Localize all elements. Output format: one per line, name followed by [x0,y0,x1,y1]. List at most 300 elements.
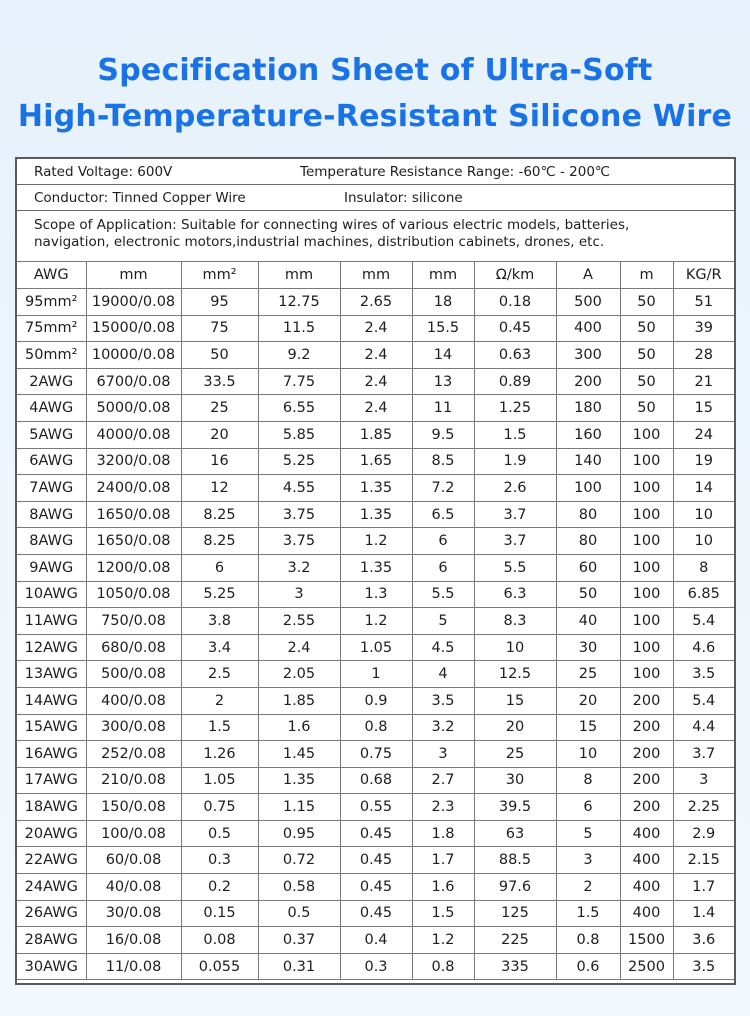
table-cell: 21 [673,368,734,395]
title-line-2: High-Temperature-Resistant Silicone Wire [17,99,733,134]
table-row [17,900,734,927]
awg-cell: 26AWG [17,900,86,927]
awg-cell: 5AWG [17,421,86,448]
table-row [17,927,734,954]
awg-cell: 9AWG [17,554,86,581]
awg-cell: 24AWG [17,874,86,901]
awg-cell: 14AWG [17,687,86,714]
table-cell: 750/0.08 [86,608,181,635]
table-cell: 19 [673,448,734,475]
table-row [17,501,734,528]
table-cell: 14 [412,342,474,369]
table-cell: 30 [556,634,620,661]
column-header: m [620,262,673,289]
table-cell: 3.2 [258,554,340,581]
table-cell: 6 [412,528,474,555]
table-cell: 25 [474,741,556,768]
table-cell: 4.5 [412,634,474,661]
table-cell: 0.68 [340,767,412,794]
table-cell: 6 [412,554,474,581]
table-cell: 15 [673,395,734,422]
table-cell: 252/0.08 [86,741,181,768]
table-cell: 680/0.08 [86,634,181,661]
table-cell: 25 [181,395,258,422]
table-cell: 0.2 [181,874,258,901]
table-cell: 400 [620,847,673,874]
table-cell: 4 [412,661,474,688]
table-row [17,794,734,821]
awg-cell: 95mm² [17,289,86,316]
table-cell: 140 [556,448,620,475]
table-cell: 6 [181,554,258,581]
table-cell: 200 [620,767,673,794]
table-cell: 225 [474,927,556,954]
table-cell: 3.75 [258,528,340,555]
table-cell: 6.85 [673,581,734,608]
table-cell: 5.4 [673,687,734,714]
table-cell: 10 [556,741,620,768]
table-cell: 30/0.08 [86,900,181,927]
table-cell: 1.35 [258,767,340,794]
table-cell: 100 [620,475,673,502]
table-cell: 1.3 [340,581,412,608]
table-cell: 0.45 [340,820,412,847]
table-cell: 50 [620,315,673,342]
table-cell: 3.6 [673,927,734,954]
table-cell: 0.72 [258,847,340,874]
table-row [17,953,734,980]
table-cell: 50 [620,342,673,369]
table-cell: 50 [556,581,620,608]
table-cell: 400 [556,315,620,342]
table-cell: 2.55 [258,608,340,635]
table-cell: 0.08 [181,927,258,954]
table-cell: 2 [181,687,258,714]
table-cell: 5.25 [258,448,340,475]
table-row [17,342,734,369]
info-row-voltage-temperature [17,159,734,185]
table-cell: 2.6 [474,475,556,502]
table-header-row [17,262,734,289]
table-cell: 4.55 [258,475,340,502]
table-cell: 100 [620,634,673,661]
table-cell: 75 [181,315,258,342]
table-cell: 1650/0.08 [86,501,181,528]
table-cell: 10000/0.08 [86,342,181,369]
table-cell: 3.7 [474,528,556,555]
table-cell: 400/0.08 [86,687,181,714]
table-cell: 2.25 [673,794,734,821]
column-header: AWG [17,262,86,289]
table-cell: 8.25 [181,528,258,555]
awg-cell: 17AWG [17,767,86,794]
table-cell: 2 [556,874,620,901]
awg-cell: 50mm² [17,342,86,369]
table-cell: 9.5 [412,421,474,448]
table-cell: 50 [620,289,673,316]
awg-cell: 13AWG [17,661,86,688]
column-header: KG/R [673,262,734,289]
table-cell: 20 [181,421,258,448]
table-cell: 39 [673,315,734,342]
column-header: mm [412,262,474,289]
table-cell: 125 [474,900,556,927]
table-cell: 8.5 [412,448,474,475]
awg-cell: 11AWG [17,608,86,635]
awg-cell: 28AWG [17,927,86,954]
table-cell: 0.8 [412,953,474,980]
column-header: mm [86,262,181,289]
table-cell: 2500 [620,953,673,980]
awg-cell: 4AWG [17,395,86,422]
table-cell: 0.3 [181,847,258,874]
table-cell: 2.4 [340,368,412,395]
table-cell: 400 [620,820,673,847]
table-cell: 0.8 [556,927,620,954]
table-row [17,847,734,874]
table-cell: 33.5 [181,368,258,395]
spec-table [17,261,734,980]
table-cell: 0.75 [340,741,412,768]
table-cell: 1.5 [412,900,474,927]
table-cell: 80 [556,528,620,555]
table-cell: 100 [620,421,673,448]
table-cell: 9.2 [258,342,340,369]
table-cell: 25 [556,661,620,688]
table-cell: 11.5 [258,315,340,342]
table-cell: 63 [474,820,556,847]
column-header: Ω/km [474,262,556,289]
table-row [17,687,734,714]
table-cell: 100 [620,501,673,528]
table-cell: 50 [181,342,258,369]
table-row [17,581,734,608]
table-cell: 0.31 [258,953,340,980]
table-cell: 3.5 [673,953,734,980]
table-cell: 97.6 [474,874,556,901]
table-cell: 6700/0.08 [86,368,181,395]
page-title [0,48,750,140]
table-cell: 1.05 [340,634,412,661]
table-row [17,714,734,741]
awg-cell: 18AWG [17,794,86,821]
awg-cell: 2AWG [17,368,86,395]
table-cell: 0.15 [181,900,258,927]
scope-line-2: navigation, electronic motors,industrial machines, distribution cabinets, drones, etc. [34,234,605,250]
table-cell: 0.95 [258,820,340,847]
table-cell: 300/0.08 [86,714,181,741]
table-cell: 2.5 [181,661,258,688]
table-cell: 6.55 [258,395,340,422]
table-cell: 4000/0.08 [86,421,181,448]
table-cell: 4.4 [673,714,734,741]
table-cell: 100 [620,554,673,581]
table-cell: 5 [412,608,474,635]
table-row [17,395,734,422]
table-cell: 3 [556,847,620,874]
table-row [17,874,734,901]
table-cell: 2400/0.08 [86,475,181,502]
table-cell: 4.6 [673,634,734,661]
table-cell: 0.055 [181,953,258,980]
awg-cell: 75mm² [17,315,86,342]
table-cell: 100 [620,661,673,688]
table-cell: 0.3 [340,953,412,980]
scope-line-1: Scope of Application: Suitable for connecting wires of various electric models, batteries, [34,217,630,233]
table-cell: 20 [556,687,620,714]
awg-cell: 22AWG [17,847,86,874]
table-cell: 1.7 [412,847,474,874]
table-cell: 40/0.08 [86,874,181,901]
table-cell: 0.45 [474,315,556,342]
table-cell: 3.5 [412,687,474,714]
table-row [17,448,734,475]
table-cell: 2.05 [258,661,340,688]
table-cell: 6.5 [412,501,474,528]
table-cell: 1.4 [673,900,734,927]
table-cell: 0.8 [340,714,412,741]
table-cell: 19000/0.08 [86,289,181,316]
table-cell: 200 [620,687,673,714]
table-cell: 0.5 [258,900,340,927]
table-cell: 0.45 [340,847,412,874]
table-cell: 11/0.08 [86,953,181,980]
table-cell: 1.6 [258,714,340,741]
table-cell: 1.5 [474,421,556,448]
table-cell: 0.89 [474,368,556,395]
table-cell: 3.4 [181,634,258,661]
table-cell: 5.5 [474,554,556,581]
insulator: Insulator: silicone [344,190,463,206]
table-cell: 1.35 [340,554,412,581]
table-cell: 7.2 [412,475,474,502]
table-cell: 30 [474,767,556,794]
table-cell: 12 [181,475,258,502]
table-cell: 10 [474,634,556,661]
table-cell: 28 [673,342,734,369]
table-cell: 160 [556,421,620,448]
table-cell: 2.7 [412,767,474,794]
table-cell: 15.5 [412,315,474,342]
table-cell: 0.9 [340,687,412,714]
table-row [17,528,734,555]
table-cell: 0.63 [474,342,556,369]
scope-of-application [17,211,734,261]
table-cell: 18 [412,289,474,316]
table-cell: 3200/0.08 [86,448,181,475]
table-cell: 210/0.08 [86,767,181,794]
table-cell: 3.2 [412,714,474,741]
table-cell: 1.15 [258,794,340,821]
table-row [17,475,734,502]
table-cell: 100 [620,448,673,475]
conductor: Conductor: Tinned Copper Wire [34,190,246,206]
table-cell: 1050/0.08 [86,581,181,608]
awg-cell: 15AWG [17,714,86,741]
table-cell: 13 [412,368,474,395]
table-cell: 0.45 [340,900,412,927]
table-cell: 51 [673,289,734,316]
table-cell: 1.2 [412,927,474,954]
table-row [17,767,734,794]
table-row [17,421,734,448]
awg-cell: 12AWG [17,634,86,661]
table-cell: 1650/0.08 [86,528,181,555]
table-cell: 5000/0.08 [86,395,181,422]
table-cell: 1.26 [181,741,258,768]
table-cell: 10 [673,528,734,555]
table-cell: 300 [556,342,620,369]
table-cell: 5 [556,820,620,847]
table-cell: 8 [556,767,620,794]
awg-cell: 30AWG [17,953,86,980]
table-row [17,634,734,661]
table-cell: 50 [620,368,673,395]
table-cell: 8.25 [181,501,258,528]
table-cell: 2.15 [673,847,734,874]
table-cell: 39.5 [474,794,556,821]
table-cell: 24 [673,421,734,448]
table-cell: 12.5 [474,661,556,688]
table-cell: 1.5 [556,900,620,927]
column-header: mm [340,262,412,289]
table-row [17,820,734,847]
table-cell: 100 [620,528,673,555]
table-cell: 400 [620,900,673,927]
table-cell: 80 [556,501,620,528]
table-row [17,315,734,342]
table-cell: 3 [258,581,340,608]
table-cell: 10 [673,501,734,528]
table-row [17,608,734,635]
table-cell: 200 [620,741,673,768]
info-row-conductor-insulator [17,185,734,211]
table-cell: 1.85 [258,687,340,714]
table-cell: 100 [556,475,620,502]
table-cell: 5.5 [412,581,474,608]
table-cell: 400 [620,874,673,901]
table-cell: 1.9 [474,448,556,475]
table-cell: 8 [673,554,734,581]
awg-cell: 6AWG [17,448,86,475]
table-cell: 6.3 [474,581,556,608]
table-cell: 1.35 [340,475,412,502]
table-cell: 335 [474,953,556,980]
table-cell: 1.5 [181,714,258,741]
table-cell: 0.4 [340,927,412,954]
title-line-1: Specification Sheet of Ultra-Soft [97,53,653,88]
table-cell: 1.2 [340,528,412,555]
table-cell: 1.65 [340,448,412,475]
spec-sheet [15,157,736,985]
awg-cell: 7AWG [17,475,86,502]
table-cell: 500/0.08 [86,661,181,688]
table-cell: 2.4 [340,395,412,422]
table-row [17,661,734,688]
awg-cell: 10AWG [17,581,86,608]
table-cell: 100 [620,608,673,635]
table-cell: 2.4 [258,634,340,661]
table-cell: 5.25 [181,581,258,608]
table-cell: 1200/0.08 [86,554,181,581]
table-cell: 100/0.08 [86,820,181,847]
table-cell: 40 [556,608,620,635]
table-cell: 0.18 [474,289,556,316]
table-cell: 200 [556,368,620,395]
table-cell: 0.75 [181,794,258,821]
table-row [17,368,734,395]
table-cell: 1.45 [258,741,340,768]
column-header: mm [258,262,340,289]
table-row [17,554,734,581]
table-cell: 1.25 [474,395,556,422]
table-cell: 2.3 [412,794,474,821]
table-cell: 15000/0.08 [86,315,181,342]
table-cell: 60/0.08 [86,847,181,874]
table-cell: 95 [181,289,258,316]
column-header: mm² [181,262,258,289]
table-cell: 88.5 [474,847,556,874]
table-cell: 3 [673,767,734,794]
table-cell: 0.5 [181,820,258,847]
rated-voltage: Rated Voltage: 600V [34,164,173,180]
table-cell: 3.5 [673,661,734,688]
awg-cell: 20AWG [17,820,86,847]
table-cell: 8.3 [474,608,556,635]
table-cell: 5.85 [258,421,340,448]
table-cell: 12.75 [258,289,340,316]
table-cell: 7.75 [258,368,340,395]
table-cell: 1.7 [673,874,734,901]
table-cell: 3.7 [673,741,734,768]
table-cell: 15 [556,714,620,741]
table-cell: 1.2 [340,608,412,635]
table-cell: 0.6 [556,953,620,980]
table-cell: 1.85 [340,421,412,448]
table-cell: 6 [556,794,620,821]
table-cell: 1.8 [412,820,474,847]
temperature-range: Temperature Resistance Range: -60℃ - 200℃ [300,164,611,180]
table-cell: 0.37 [258,927,340,954]
table-cell: 3.8 [181,608,258,635]
table-cell: 5.4 [673,608,734,635]
table-row [17,741,734,768]
table-cell: 2.4 [340,342,412,369]
awg-cell: 8AWG [17,528,86,555]
table-cell: 15 [474,687,556,714]
table-cell: 180 [556,395,620,422]
table-cell: 16 [181,448,258,475]
table-cell: 1.35 [340,501,412,528]
table-cell: 100 [620,581,673,608]
table-cell: 0.55 [340,794,412,821]
table-body [17,289,734,980]
table-cell: 0.58 [258,874,340,901]
table-cell: 60 [556,554,620,581]
table-cell: 500 [556,289,620,316]
table-cell: 50 [620,395,673,422]
table-cell: 2.9 [673,820,734,847]
table-cell: 1.05 [181,767,258,794]
table-cell: 2.65 [340,289,412,316]
table-cell: 200 [620,794,673,821]
table-cell: 14 [673,475,734,502]
table-cell: 3 [412,741,474,768]
column-header: A [556,262,620,289]
awg-cell: 8AWG [17,501,86,528]
table-cell: 150/0.08 [86,794,181,821]
table-cell: 11 [412,395,474,422]
